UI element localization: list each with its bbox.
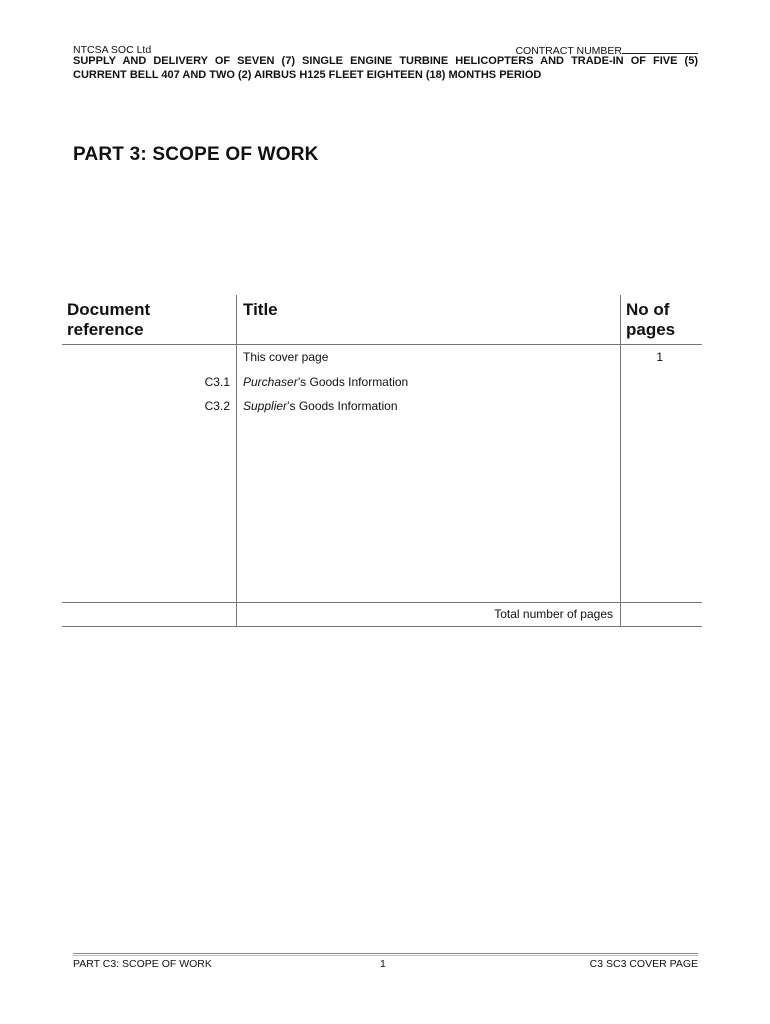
table-row-title [243,399,398,413]
project-title: SUPPLY AND DELIVERY OF SEVEN (7) SINGLE ENGINE TURBINE HELICOPTERS AND TRADE-IN OF FIVE (5) CURRENT BELL 407 AND TWO (2) AIRBUS H125 FLEET EIGHTEEN (18) MONTHS PERIOD [73,55,698,81]
total-pages-label: Total number of pages [494,607,613,621]
table-total-rule-top [62,602,702,603]
column-header-document-reference: Document reference [67,300,151,339]
table-row-ref: C3.1 [204,375,230,389]
table-row-title [243,350,328,364]
table-header-rule [62,344,702,345]
page-title: PART 3: SCOPE OF WORK [73,144,319,165]
contract-number-label: CONTRACT NUMBER [515,45,622,57]
footer-page-number: 1 [380,958,386,970]
table-row-pages: 1 [656,350,663,364]
column-header-no-of-pages: No of pages [626,300,676,339]
company-name: NTCSA SOC Ltd [73,44,152,56]
table-row-title-text: ’s Goods Information [287,399,398,413]
table-total-rule-bottom [62,626,702,627]
footer-section-label: C3 SC3 COVER PAGE [589,958,698,970]
column-header-title: Title [243,300,278,319]
table-row-title-text: This cover page [243,350,329,364]
table-row-title-italic: Purchaser [243,375,298,389]
contract-number-blank [622,44,698,54]
footer-rule-secondary [73,955,698,956]
footer-rule [73,953,698,954]
table-row-title-italic: Supplier [243,399,288,413]
table-row-ref: C3.2 [204,399,230,413]
table-row-title [243,375,408,389]
table-row-title-text: ’s Goods Information [297,375,409,389]
table-divider-right [620,295,621,627]
footer-part-label: PART C3: SCOPE OF WORK [73,958,212,970]
table-divider-left [236,295,237,627]
